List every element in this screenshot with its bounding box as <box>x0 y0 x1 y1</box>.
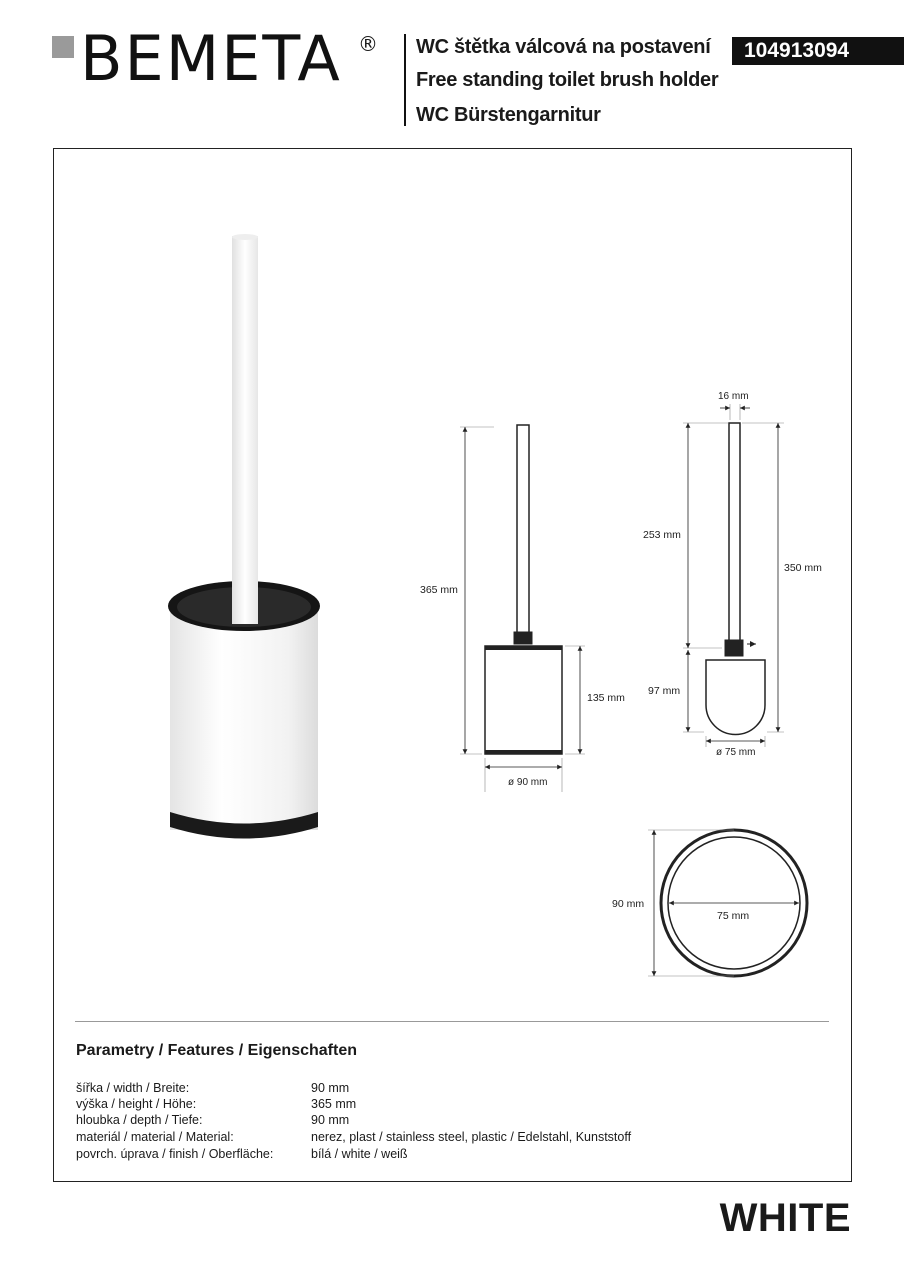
feature-value: 90 mm <box>311 1081 350 1095</box>
side-view-drawing <box>683 404 784 747</box>
feature-value: 365 mm <box>311 1097 357 1111</box>
dim-front-width: ø 90 mm <box>508 777 548 788</box>
registered-mark: ® <box>358 32 378 56</box>
feature-label: šířka / width / Breite: <box>76 1081 190 1095</box>
product-photo <box>168 234 320 839</box>
section-divider <box>75 1021 829 1022</box>
title-de: WC Bürstengarnitur <box>416 104 601 126</box>
dim-side-width: 16 mm <box>718 391 749 402</box>
feature-label: materiál / material / Material: <box>76 1130 234 1144</box>
title-en: Free standing toilet brush holder <box>416 69 719 91</box>
feature-value: 90 mm <box>311 1113 350 1127</box>
front-view-drawing <box>460 425 585 792</box>
feature-label: hloubka / depth / Tiefe: <box>76 1113 203 1127</box>
title-cz: WC štětka válcová na postavení <box>416 36 711 58</box>
color-name: WHITE <box>719 1196 851 1240</box>
feature-label: výška / height / Höhe: <box>76 1097 197 1111</box>
dim-front-body-height: 135 mm <box>587 692 625 704</box>
feature-value: nerez, plast / stainless steel, plastic / Edelstahl, Kunststoff <box>311 1130 632 1144</box>
dim-side-head-diameter: ø 75 mm <box>716 747 756 758</box>
brand-logo: BEMETA <box>80 22 342 95</box>
product-code: 104913094 <box>732 37 904 65</box>
dim-front-height: 365 mm <box>420 584 458 596</box>
top-view-drawing <box>648 830 807 976</box>
dim-side-head: 97 mm <box>648 685 681 697</box>
feature-value: bílá / white / weiß <box>311 1147 408 1161</box>
dim-top-inner: 75 mm <box>717 910 750 922</box>
dim-side-total: 350 mm <box>784 562 822 574</box>
feature-label: povrch. úprava / finish / Oberfläche: <box>76 1147 274 1161</box>
dim-top-outer: 90 mm <box>612 898 645 910</box>
dim-side-handle: 253 mm <box>643 529 681 541</box>
features-heading: Parametry / Features / Eigenschaften <box>76 1042 357 1059</box>
